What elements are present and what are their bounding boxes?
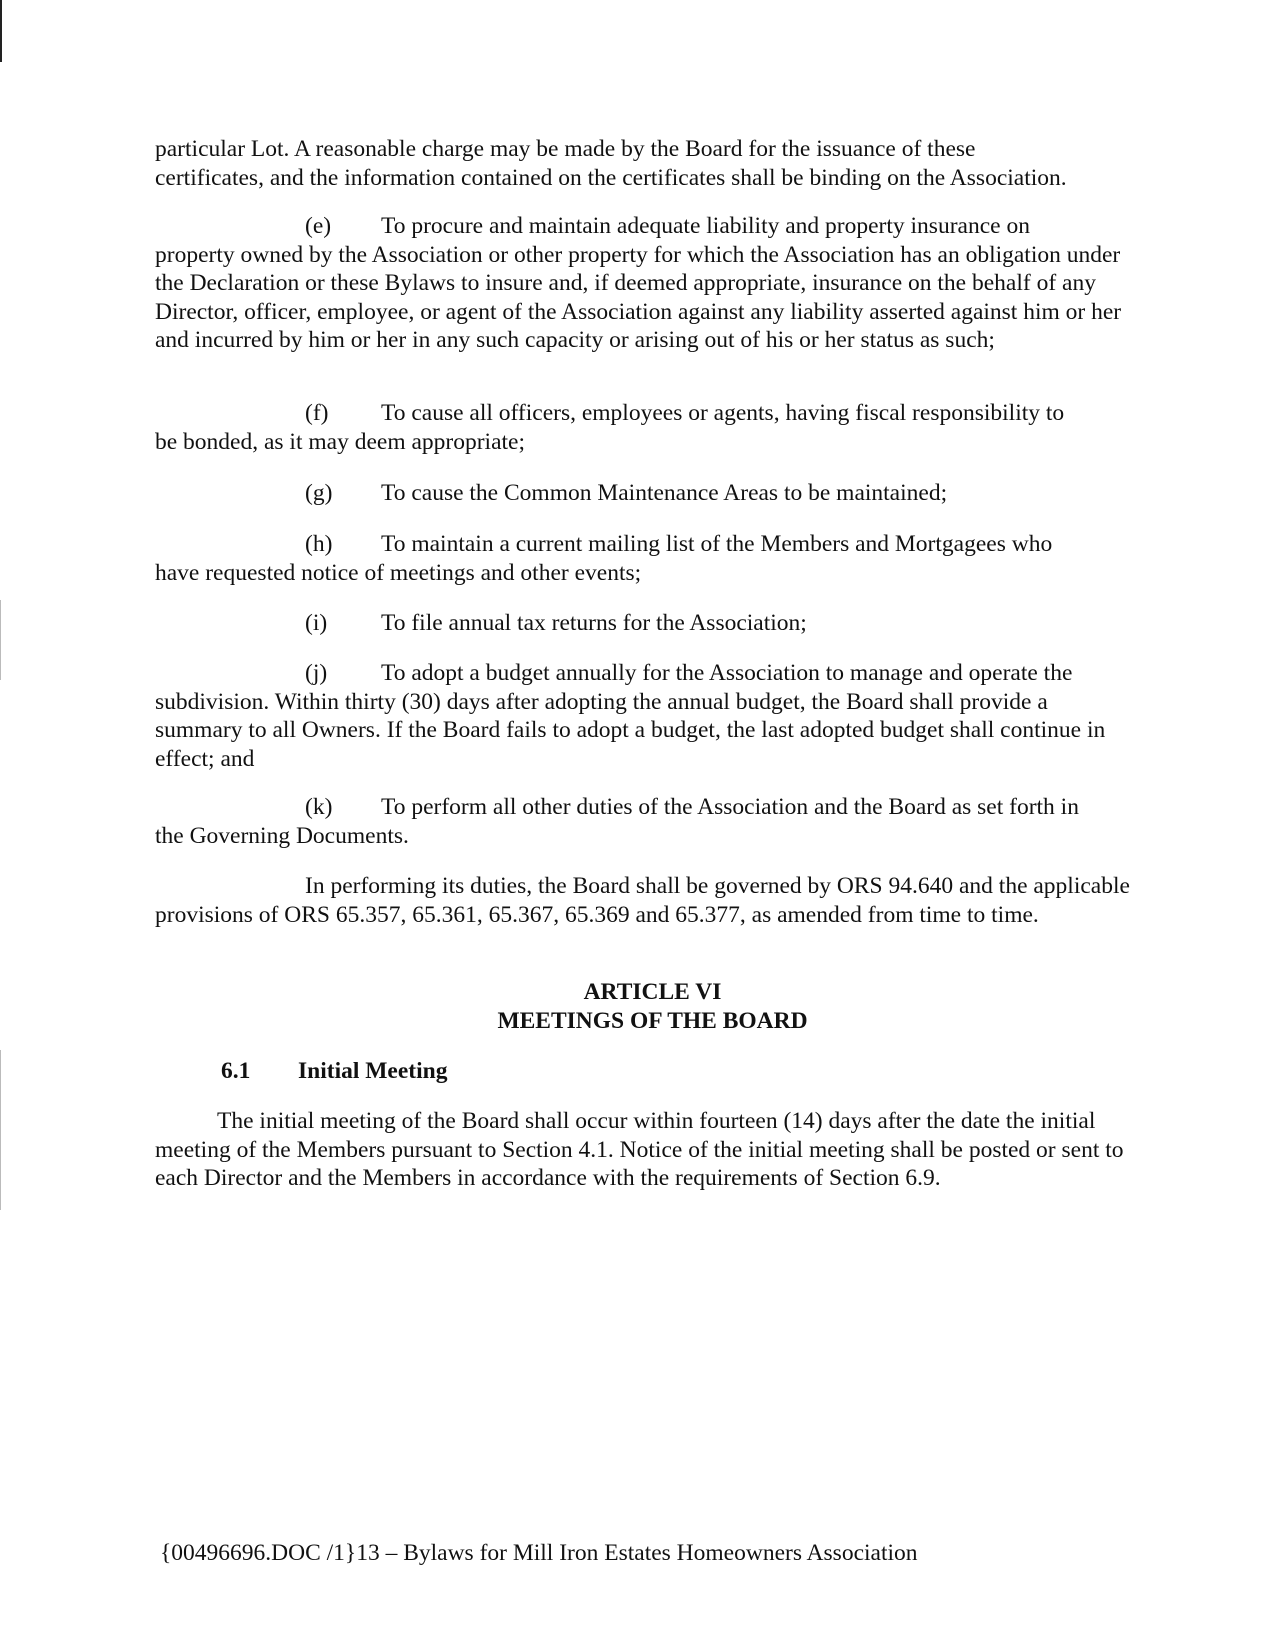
item-marker: (i) [305, 610, 328, 636]
scan-edge-mark [0, 0, 2, 62]
list-item-i [155, 609, 1130, 638]
item-text-continued: property owned by the Association or other property for which the Association has an obligation under the Declaration or these Bylaws to insure and, if deemed appropriate, insurance on the behalf of any Director, officer, employee, or agent of the Association against any liability asserted against him or her and incurred by him or her in any such capacity or arising out of his or her status as such; [155, 241, 1122, 354]
item-text: To procure and maintain adequate liability and property insurance on [381, 213, 1030, 239]
list-item-k [155, 793, 1130, 850]
list-item-j [155, 659, 1130, 773]
item-text: To file annual tax returns for the Association; [381, 610, 807, 636]
performing-paragraph: In performing its duties, the Board shall be governed by ORS 94.640 and the applicable provisions of ORS 65.357, 65.361, 65.367, 65.369 and 65.377, as amended from time to time. [155, 873, 1130, 928]
item-marker: (h) [305, 531, 333, 557]
article-title: MEETINGS OF THE BOARD [497, 1007, 808, 1034]
list-item-e [155, 212, 1130, 355]
item-text-continued: have requested notice of meetings and other events; [155, 559, 642, 586]
intro-line: certificates, and the information contained on the certificates shall be binding on the Association. [155, 164, 1067, 191]
section-number: 6.1 [221, 1058, 251, 1084]
page-footer: {00496696.DOC /1}13 – Bylaws for Mill Iron Estates Homeowners Association [160, 1540, 918, 1566]
item-text-continued: the Governing Documents. [155, 822, 409, 849]
article-number: ARTICLE VI [583, 979, 722, 1005]
item-text: To cause the Common Maintenance Areas to be maintained; [381, 480, 948, 506]
item-marker: (g) [305, 480, 333, 506]
article-heading [155, 978, 1150, 1035]
section-body: The initial meeting of the Board shall occur within fourteen (14) days after the date the initial meeting of the Members pursuant to Section 4.1. Notice of the initial meeting shall be posted or sent to each Director and the Members in accordance with the requirements of Section 6.9. [155, 1108, 1124, 1192]
item-marker: (e) [305, 213, 332, 239]
list-item-f [155, 399, 1130, 456]
scan-edge-mark [0, 1050, 1, 1210]
item-marker: (k) [305, 794, 333, 820]
item-text-continued: be bonded, as it may deem appropriate; [155, 428, 525, 455]
item-text: To adopt a budget annually for the Association to manage and operate the [381, 660, 1073, 686]
item-marker: (f) [305, 400, 329, 426]
item-text: To maintain a current mailing list of the Members and Mortgagees who [381, 531, 1053, 557]
section-title: Initial Meeting [298, 1058, 448, 1084]
scan-edge-mark [0, 600, 1, 680]
item-text: To perform all other duties of the Association and the Board as set forth in [381, 794, 1079, 820]
item-text-continued: subdivision. Within thirty (30) days after adopting the annual budget, the Board shall provide a summary to all Owners. If the Board fails to adopt a budget, the last adopted budget shall continue in effect; and [155, 688, 1106, 772]
intro-paragraph [155, 135, 1130, 192]
item-marker: (j) [305, 660, 328, 686]
list-item-g [155, 479, 1130, 508]
list-item-h [155, 530, 1130, 587]
item-text: To cause all officers, employees or agents, having fiscal responsibility to [381, 400, 1065, 426]
section-heading [221, 1057, 447, 1086]
intro-line: particular Lot. A reasonable charge may be made by the Board for the issuance of these [155, 136, 976, 162]
